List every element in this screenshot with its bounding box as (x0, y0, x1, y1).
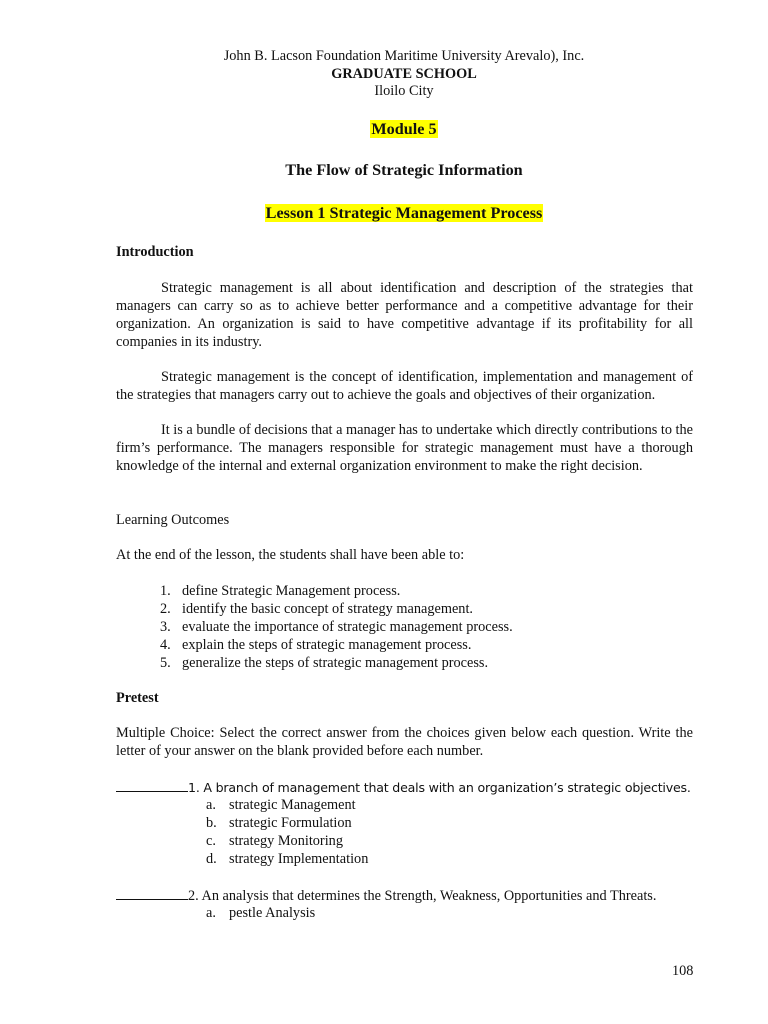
option-item: a. pestle Analysis (206, 905, 316, 921)
page-number: 108 (672, 963, 694, 979)
city-name: Iloilo City (374, 83, 434, 99)
school-name: GRADUATE SCHOOL (331, 66, 477, 82)
introduction-heading: Introduction (116, 244, 194, 260)
module-label: Module 5 (371, 120, 437, 138)
question-1 (116, 778, 691, 797)
option-item: a. strategic Management (206, 797, 356, 813)
module-heading (0, 120, 768, 138)
question-2-options (206, 904, 315, 922)
answer-blank[interactable] (116, 778, 188, 792)
list-item: 1. define Strategic Management process. (160, 583, 401, 599)
question-1-options (206, 796, 368, 868)
pretest-instructions: Multiple Choice: Select the correct answer from the choices given below each question. Write the letter of your answer on the blank provided before each number. (116, 725, 693, 759)
pretest-heading: Pretest (116, 690, 159, 706)
question-2 (116, 886, 656, 905)
lesson-heading (0, 204, 768, 222)
learning-outcomes-lead: At the end of the lesson, the students shall have been able to: (116, 547, 465, 563)
list-item: 2. identify the basic concept of strategy management. (160, 601, 473, 617)
option-item: d. strategy Implementation (206, 851, 369, 867)
institution-name: John B. Lacson Foundation Maritime University Arevalo), Inc. (223, 48, 585, 64)
learning-outcomes-heading: Learning Outcomes (116, 512, 230, 528)
list-item: 4. explain the steps of strategic management process. (160, 637, 472, 653)
list-item: 5. generalize the steps of strategic management process. (160, 655, 489, 671)
page-title: The Flow of Strategic Information (285, 161, 523, 179)
question-text: 1. A branch of management that deals with an organization’s strategic objectives. (188, 780, 691, 795)
list-item: 3. evaluate the importance of strategic management process. (160, 619, 513, 635)
intro-paragraph-3: It is a bundle of decisions that a manager has to undertake which directly contributions to the firm’s performance. The managers responsible for strategic management must have a thorough knowledge of the internal and external organization environment to make the right decision. (116, 422, 694, 474)
answer-blank[interactable] (116, 886, 188, 900)
option-item: b. strategic Formulation (206, 815, 352, 831)
question-text: 2. An analysis that determines the Strength, Weakness, Opportunities and Threats. (188, 888, 657, 904)
intro-paragraph-2: Strategic management is the concept of identification, implementation and management of the strategies that managers carry out to achieve the goals and objectives of their organization. (116, 369, 693, 403)
lesson-label: Lesson 1 Strategic Management Process (265, 204, 543, 222)
option-item: c. strategy Monitoring (206, 833, 343, 849)
intro-paragraph-1: Strategic management is all about identification and description of the strategies that managers can carry so as to achieve better performance and a competitive advantage for their organization. An organization is said to have competitive advantage if its profitability for all companies in its industry. (116, 280, 693, 350)
learning-outcomes-list (160, 582, 513, 672)
